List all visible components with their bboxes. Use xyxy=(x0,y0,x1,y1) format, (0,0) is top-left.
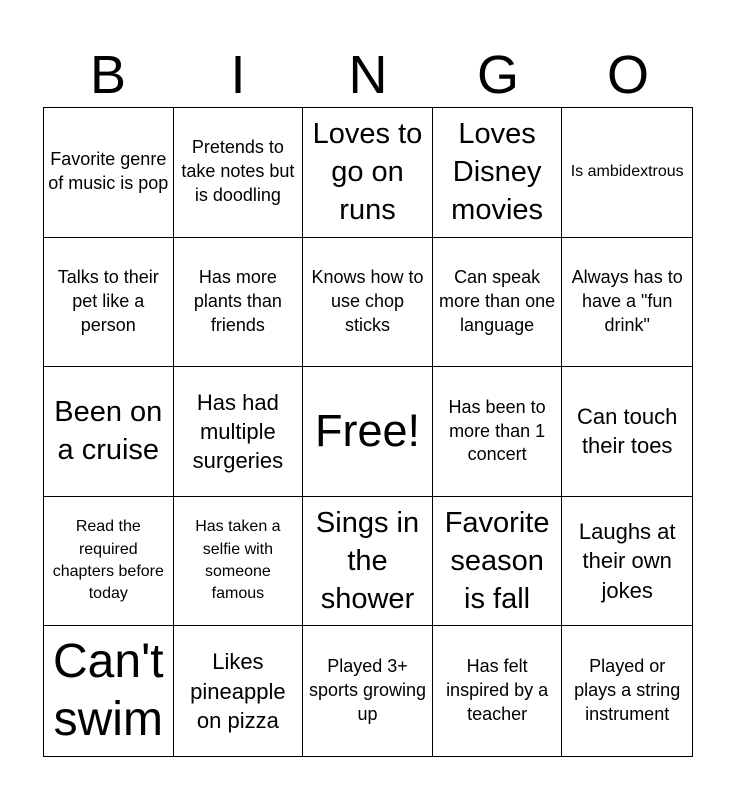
bingo-cell-r5c3[interactable]: Played 3+ sports growing up xyxy=(303,626,433,756)
bingo-cell-r5c5[interactable]: Played or plays a string instrument xyxy=(574,656,681,725)
bingo-cell-r2c5[interactable]: Always has to have a "fun drink" xyxy=(562,238,692,368)
bingo-cell-r5c1[interactable]: Can't swim xyxy=(44,626,174,756)
bingo-cell-r1c4[interactable]: Loves Disney movies xyxy=(433,108,563,238)
header-letter-b: B xyxy=(89,45,127,105)
bingo-cell-r5c2[interactable]: Likes pineapple on pizza xyxy=(174,626,304,756)
header-letter-o: O xyxy=(606,45,649,105)
bingo-cell-r3c2[interactable]: Has had multiple surgeries xyxy=(174,367,304,497)
bingo-cell-r3c4[interactable]: Has been to more than 1 concert xyxy=(433,367,563,497)
bingo-cell-r1c3[interactable]: Loves to go on runs xyxy=(303,108,433,238)
bingo-header xyxy=(43,42,693,108)
bingo-cell-r2c2[interactable]: Has more plants than friends xyxy=(174,238,304,368)
bingo-cell-r4c4[interactable]: Favorite season is fall xyxy=(433,497,563,627)
bingo-cell-r1c5[interactable]: Is ambidextrous xyxy=(562,108,692,238)
bingo-cell-r2c3[interactable]: Knows how to use chop sticks xyxy=(303,238,433,368)
bingo-cell-r1c2[interactable]: Pretends to take notes but is doodling xyxy=(174,108,304,238)
bingo-cell-r3c1[interactable]: Been on a cruise xyxy=(44,367,174,497)
header-letter-n: N xyxy=(348,45,388,105)
bingo-cell-r2c1[interactable]: Talks to their pet like a person xyxy=(44,238,174,368)
bingo-cell-r5c4[interactable]: Has felt inspired by a teacher xyxy=(433,626,563,756)
header-letter-g: G xyxy=(476,45,519,105)
bingo-card-grid xyxy=(43,107,693,757)
bingo-cell-r4c5[interactable]: Laughs at their own jokes xyxy=(562,497,692,627)
bingo-cell-r4c2[interactable]: Has taken a selfie with someone famous xyxy=(174,497,304,627)
bingo-cell-r4c1[interactable]: Read the required chapters before today xyxy=(44,497,174,627)
bingo-cell-r4c3[interactable]: Sings in the shower xyxy=(303,497,433,627)
bingo-cell-r1c1[interactable]: Favorite genre of music is pop xyxy=(44,108,174,238)
bingo-cell-free-space[interactable]: Free! xyxy=(303,367,433,497)
bingo-cell-r2c4[interactable]: Can speak more than one language xyxy=(433,238,563,368)
header-letter-i: I xyxy=(230,45,246,105)
bingo-cell-r3c5[interactable]: Can touch their toes xyxy=(562,367,692,497)
